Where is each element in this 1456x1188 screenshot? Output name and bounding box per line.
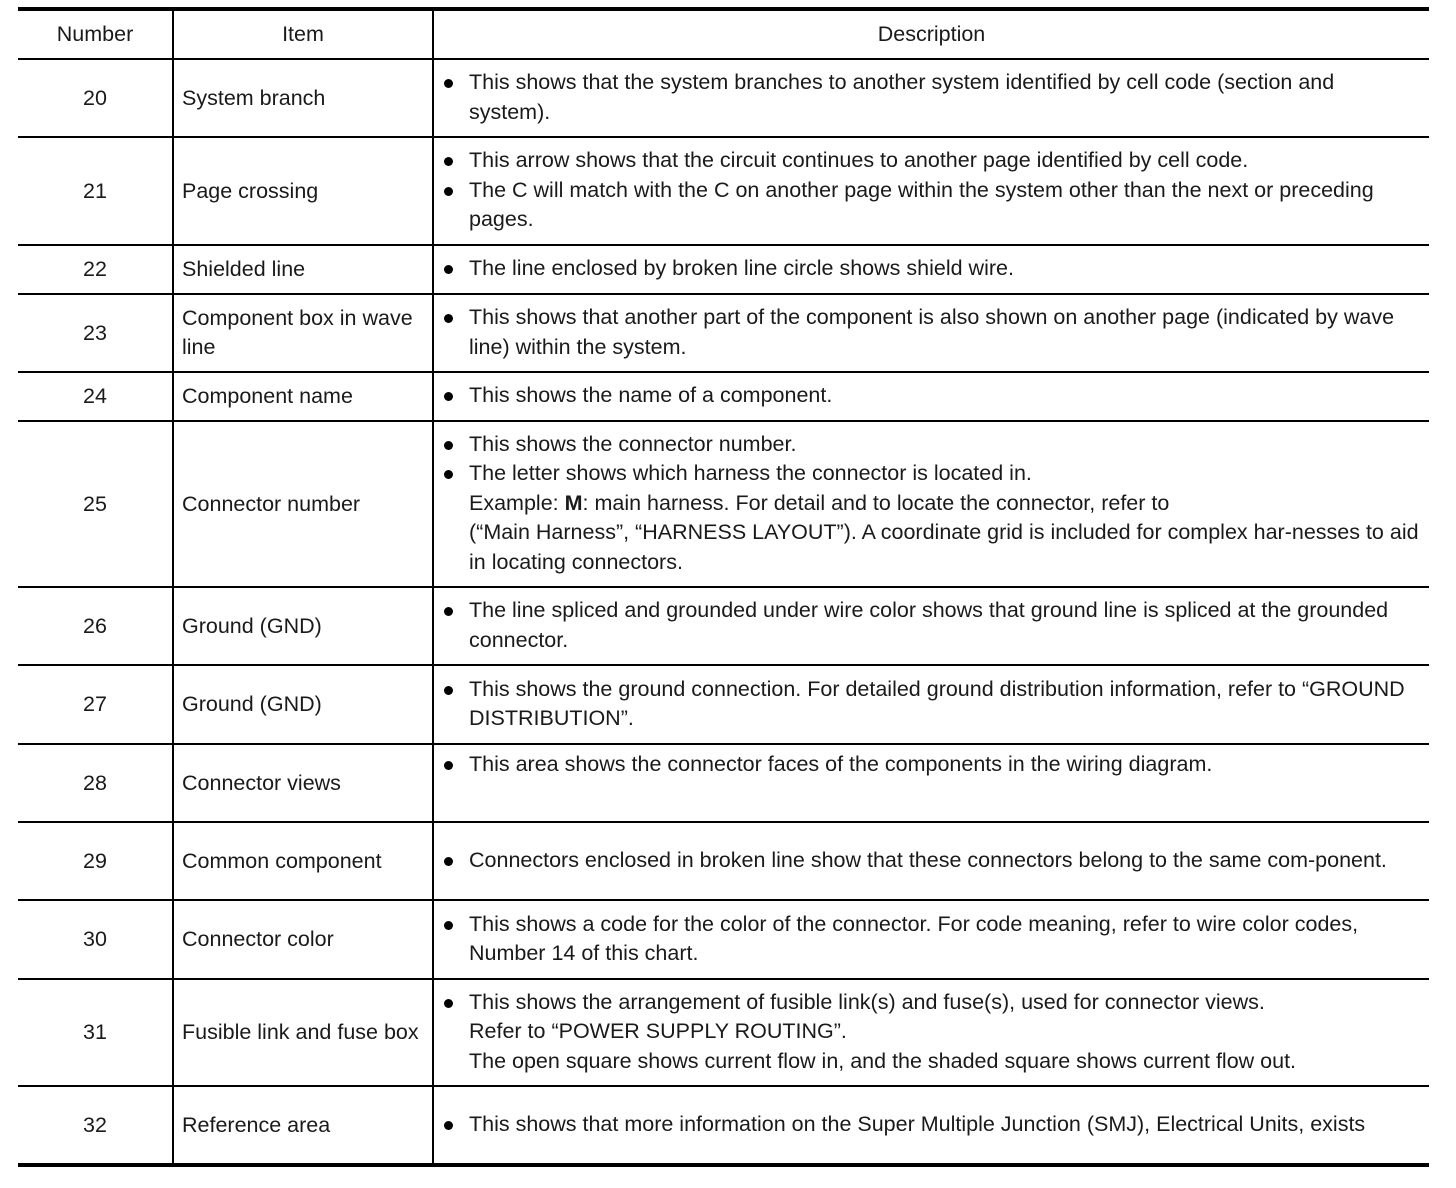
bullet-item: The line spliced and grounded under wire color shows that ground line is spliced at the grounded connector. [442, 596, 1419, 655]
row-item: Common component [173, 822, 433, 900]
table-row [18, 1086, 1429, 1165]
table-row [18, 665, 1429, 744]
table-row [18, 294, 1429, 372]
table-row [18, 900, 1429, 979]
row-item: Ground (GND) [173, 665, 433, 744]
bullet-icon [444, 441, 453, 450]
table-row [18, 245, 1429, 294]
row-number: 24 [18, 372, 173, 421]
row-number: 29 [18, 822, 173, 900]
row-description [433, 822, 1429, 900]
bullet-icon [444, 470, 453, 479]
table-row [18, 979, 1429, 1086]
row-description [433, 137, 1429, 245]
row-number: 27 [18, 665, 173, 744]
table-row [18, 421, 1429, 587]
bullet-icon [444, 314, 453, 323]
row-description [433, 744, 1429, 822]
row-description [433, 587, 1429, 665]
example-line: Example: M: main harness. For detail and to locate the connector, refer to [469, 490, 1170, 515]
header-number: Number [18, 9, 173, 59]
table-row [18, 587, 1429, 665]
bullet-item: This shows that the system branches to another system identified by cell code (section and system). [442, 68, 1419, 127]
example-extra: (“Main Harness”, “HARNESS LAYOUT”). A coordinate grid is included for complex har-nesses to aid in locating connectors. [469, 520, 1419, 574]
reference-table [18, 7, 1429, 1167]
table-row [18, 59, 1429, 137]
row-description [433, 1086, 1429, 1165]
row-description [433, 421, 1429, 587]
row-item: Page crossing [173, 137, 433, 245]
bullet-icon [444, 857, 453, 866]
bullet-icon [444, 265, 453, 274]
bullet-icon [444, 187, 453, 196]
row-description [433, 900, 1429, 979]
bullet-item: This shows a code for the color of the connector. For code meaning, refer to wire color codes, Number 14 of this chart. [442, 910, 1419, 969]
row-description [433, 372, 1429, 421]
header-item: Item [173, 9, 433, 59]
bullet-icon [444, 921, 453, 930]
bullet-icon [444, 999, 453, 1008]
row-number: 32 [18, 1086, 173, 1165]
bullet-item: This shows the name of a component. [442, 381, 1419, 411]
header-row [18, 9, 1429, 59]
bullet-icon [444, 607, 453, 616]
bullet-item: This shows the arrangement of fusible link(s) and fuse(s), used for connector views. Refer to “POWER SUPPLY ROUTING”. The open square shows current flow in, and the shaded square shows current flow out. [442, 988, 1419, 1077]
description-line: Refer to “POWER SUPPLY ROUTING”. [469, 1019, 847, 1044]
row-number: 28 [18, 744, 173, 822]
bullet-item: The line enclosed by broken line circle shows shield wire. [442, 254, 1419, 284]
bullet-item: This arrow shows that the circuit continues to another page identified by cell code. [442, 146, 1419, 176]
bullet-item: Connectors enclosed in broken line show that these connectors belong to the same com-ponent. [442, 846, 1419, 876]
bullet-item: This shows the connector number. [442, 430, 1419, 460]
row-item: Connector number [173, 421, 433, 587]
bullet-icon [444, 79, 453, 88]
bullet-icon [444, 392, 453, 401]
row-item: System branch [173, 59, 433, 137]
row-item: Connector views [173, 744, 433, 822]
bullet-item: This shows that another part of the component is also shown on another page (indicated by wave line) within the system. [442, 303, 1419, 362]
row-item: Ground (GND) [173, 587, 433, 665]
bullet-icon [444, 686, 453, 695]
row-item: Connector color [173, 900, 433, 979]
table-row [18, 822, 1429, 900]
description-line: The open square shows current flow in, and the shaded square shows current flow out. [469, 1048, 1297, 1073]
row-number: 30 [18, 900, 173, 979]
row-description [433, 979, 1429, 1086]
bullet-icon [444, 1121, 453, 1130]
row-item: Fusible link and fuse box [173, 979, 433, 1086]
row-description [433, 59, 1429, 137]
row-number: 21 [18, 137, 173, 245]
bullet-icon [444, 157, 453, 166]
table-row [18, 744, 1429, 822]
row-number: 31 [18, 979, 173, 1086]
table-row [18, 372, 1429, 421]
row-number: 20 [18, 59, 173, 137]
row-item: Shielded line [173, 245, 433, 294]
table-row [18, 137, 1429, 245]
bullet-item: This shows that more information on the Super Multiple Junction (SMJ), Electrical Units, exists [442, 1110, 1419, 1140]
row-number: 25 [18, 421, 173, 587]
row-description [433, 665, 1429, 744]
bullet-item: The C will match with the C on another page within the system other than the next or preceding pages. [442, 176, 1419, 235]
row-description [433, 294, 1429, 372]
row-description [433, 245, 1429, 294]
bullet-item: This shows the ground connection. For detailed ground distribution information, refer to “GROUND DISTRIBUTION”. [442, 675, 1419, 734]
row-item: Component name [173, 372, 433, 421]
row-number: 22 [18, 245, 173, 294]
row-number: 23 [18, 294, 173, 372]
row-number: 26 [18, 587, 173, 665]
bullet-icon [444, 761, 453, 770]
row-item: Component box in wave line [173, 294, 433, 372]
bullet-item: This area shows the connector faces of the components in the wiring diagram. [442, 750, 1419, 780]
row-item: Reference area [173, 1086, 433, 1165]
header-description: Description [433, 9, 1429, 59]
bullet-item: The letter shows which harness the connector is located in. Example: M: main harness. For detail and to locate the connector, refer to (“Main Harness”, “HARNESS LAYOUT”). A coordinate grid is included for complex har-nesses to aid in locating connectors. [442, 459, 1419, 577]
